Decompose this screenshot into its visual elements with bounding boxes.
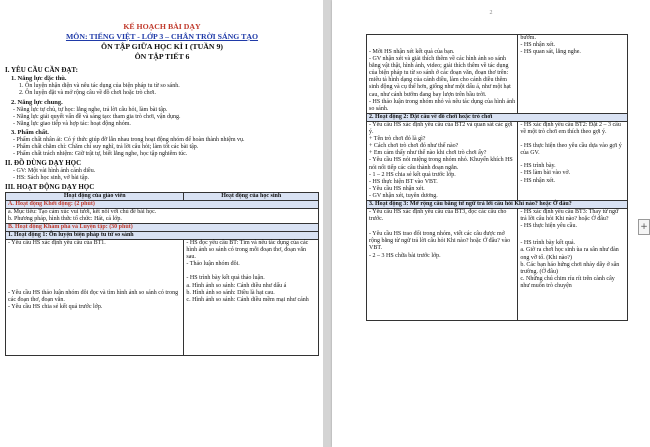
text-line: - Yêu cầu HS xác định yêu cầu của BT1. bbox=[8, 240, 106, 247]
activity-3-title: 3. Hoạt động 3: Mở rộng câu bằng từ ngữ trả lời câu hỏi Khi nào? hoặc Ở đâu? bbox=[367, 200, 628, 208]
text-line: 2. Ôn luyện đặt và mở rộng câu về đồ chơi hoặc trò chơi. bbox=[19, 89, 156, 96]
text-line: - Năng lực giao tiếp và hợp tác: hoạt động nhóm. bbox=[13, 121, 131, 128]
text-line: - 2 – 3 HS chữa bài trước lớp. bbox=[369, 252, 441, 259]
text-line: c. Hình ảnh so sánh: Cánh diều mềm mại như cánh bbox=[186, 296, 309, 303]
text-line: - Mời HS nhận xét kết quả của bạn. bbox=[369, 49, 455, 55]
text-line: - Phẩm chất chăm chỉ: Chăm chỉ suy nghĩ, trả lời câu hỏi; làm tốt các bài tập. bbox=[13, 143, 199, 150]
header-teacher: Hoạt động của giáo viên bbox=[6, 192, 184, 200]
text-line: - Yêu cầu HS xác định yêu cầu của BT2 và quan sát các gợi ý. bbox=[369, 121, 513, 136]
text-line: a. Hình ảnh so sánh: Cánh diều như dấu á bbox=[186, 282, 287, 289]
page-number: 2 bbox=[489, 10, 493, 16]
text-line: c. Những chú chim ríu rít trên cành cây như muốn trò chuyện bbox=[520, 275, 615, 289]
text-line: - Yêu cầu HS nhận xét. bbox=[369, 185, 425, 192]
continued-student bbox=[518, 35, 628, 114]
document-page-2 bbox=[332, 0, 650, 447]
text-line: - HS: Sách học sinh, vở bài tập. bbox=[13, 174, 89, 181]
subsection-general-skills: 2. Năng lực chung. bbox=[11, 98, 63, 106]
text-line: - HS quan sát, lắng nghe. bbox=[520, 49, 581, 56]
activity-3-teacher bbox=[367, 209, 518, 321]
text-line: - HS nhận xét. bbox=[520, 177, 556, 184]
subsection-qualities: 3. Phẩm chất. bbox=[11, 128, 49, 136]
activity-1-teacher bbox=[6, 240, 184, 356]
activity-3-student bbox=[518, 209, 628, 321]
text-line: b. Hình ảnh so sánh: Diều là hạt cau. bbox=[186, 289, 275, 296]
text-line: - Yêu cầu HS nói miệng trong nhóm nhỏ. Khuyến khích HS nói nối tiếp các câu thành đoạn ngắn. bbox=[369, 157, 513, 171]
text-line: - Năng lực tự chủ, tự học: lắng nghe, trả lời câu hỏi, làm bài tập. bbox=[13, 106, 168, 113]
activity-table-continued bbox=[366, 34, 628, 321]
text-line: - Yêu cầu HS xác định yêu cầu của BT3, đọc các câu cho trước. bbox=[369, 209, 507, 223]
text-line: b. Các bạn háo hứng chơi nhảy dây ở sân trường. (Ở đâu) bbox=[520, 261, 620, 275]
text-line: - HS nhận xét. bbox=[520, 42, 556, 49]
text-line: - HS trình bày kết quả thảo luận. bbox=[186, 275, 265, 282]
continued-teacher bbox=[367, 35, 518, 114]
text-line: - HS thực hiện theo yêu cầu dựa vào gợi ý của GV. bbox=[520, 143, 622, 157]
text-line: - Năng lực giải quyết vấn đề và sáng tạo: tham gia trò chơi, vận dụng. bbox=[13, 114, 181, 121]
text-line: - Thảo luận nhóm đôi. bbox=[186, 261, 240, 268]
section-materials: II. ĐỒ DÙNG DẠY HỌC bbox=[5, 159, 82, 168]
text-line: - Phẩm chất trách nhiệm: Giữ trật tự, biết lắng nghe, học tập nghiêm túc. bbox=[13, 150, 188, 157]
text-line: + Em cảm thấy như thế nào khi chơi trò chơi ấy? bbox=[369, 150, 487, 157]
header-student: Hoạt động của học sinh bbox=[184, 192, 319, 200]
row-warmup-title: A. Hoạt động Khởi động: (2 phút) bbox=[6, 200, 319, 208]
section-requirements: I. YÊU CẦU CẦN ĐẠT: bbox=[5, 66, 78, 74]
text-line: - 1 – 2 HS chia sẻ kết quả trước lớp. bbox=[369, 171, 456, 178]
text-line: + Tên trò chơi đó là gì? bbox=[369, 136, 426, 143]
text-line: - HS xác định yêu cầu BT3: Thay từ ngữ trả lời câu hỏi Khi nào? hoặc Ở đâu? bbox=[520, 209, 619, 223]
review-title: ÔN TẬP GIỮA HỌC KÌ I (TUẦN 9) bbox=[101, 42, 223, 51]
subject-title: MÔN: TIẾNG VIỆT - LỚP 3 – CHÂN TRỜI SÁNG TẠO bbox=[65, 32, 259, 41]
add-icon[interactable]: + bbox=[638, 219, 650, 235]
text-line: - HS làm bài vào vở. bbox=[520, 170, 571, 177]
row-explore-title: B. Hoạt động Khám phá và Luyện tập: (30 phút) bbox=[6, 223, 319, 231]
text-line: - Yêu cầu HS thảo luận nhóm đôi đọc và tìm hình ảnh so sánh có trong các đoạn thơ, đoạn văn. bbox=[8, 290, 179, 304]
text-line: - Yêu cầu HS trao đổi trong nhóm, viết các câu được mở rộng bằng từ ngữ trả lời câu hỏi Khi nào? hoặc Ở đâu? vào VBT. bbox=[369, 231, 511, 252]
text-line: a. Mục tiêu: Tạo cảm xúc vui tươi, kết nối với chủ đề bài học. bbox=[8, 208, 157, 215]
row-warmup-body bbox=[6, 208, 319, 223]
lesson-number-title: ÔN TẬP TIẾT 6 bbox=[134, 52, 190, 61]
text-line: - GV nhận xét và giải thích thêm về các hình ảnh so sánh bằng vật thật, hình ảnh, video; giải thích thêm về tác dụng của biện pháp tu từ so sánh ở các đoạn văn, đoạn thơ trên: miêu tả hình dạng của cánh diều, làm cho cánh diều thêm sinh động và cụ thể hơn, giống như một dấu á, như một hạt cau, như cánh bướm đang bay lượn trên bầu trời. bbox=[369, 56, 511, 98]
text-line: - HS thực hiện yêu cầu. bbox=[520, 223, 577, 230]
text-line: 1. Ôn luyện nhận diện và nêu tác dụng của biện pháp tu từ so sánh. bbox=[19, 82, 180, 89]
subsection-specific-skills: 1. Năng lực đặc thù. bbox=[11, 74, 67, 82]
text-line: b. Phương pháp, hình thức tổ chức: Hát, cả lớp. bbox=[8, 215, 122, 222]
text-line: - HS thảo luận trong nhóm nhỏ và nêu tác dụng của hình ảnh so sánh. bbox=[369, 98, 516, 112]
text-line: - Yêu cầu HS chia sẻ kết quả trước lớp. bbox=[8, 304, 103, 311]
page-gap bbox=[323, 0, 332, 447]
text-line: - Phẩm chất nhân ái: Có ý thức giúp đỡ lẫn nhau trong hoạt động nhóm để hoàn thành nhiệm vụ. bbox=[13, 136, 245, 143]
text-line: - HS thực hiện BT vào VBT. bbox=[369, 178, 438, 185]
lesson-plan-title: KẾ HOẠCH BÀI DẠY bbox=[123, 22, 201, 31]
text-line: a. Giờ ra chơi học sinh ùa ra sân như đàn ong vỡ tổ. (Khi nào?) bbox=[520, 247, 619, 261]
text-line: - HS đọc yêu cầu BT: Tìm và nêu tác dụng của các hình ảnh so sánh có trong mỗi đoạn thơ, đoạn văn sau. bbox=[186, 240, 309, 261]
text-line: - GV nhận xét, tuyên dương. bbox=[369, 192, 438, 199]
text-line: - HS trình bày. bbox=[520, 163, 556, 170]
activity-1-student bbox=[184, 240, 319, 356]
text-line: - HS xác định yêu cầu BT2: Đặt 2 – 3 câu về một trò chơi em thích theo gợi ý. bbox=[520, 121, 621, 136]
activity-1-title: 1. Hoạt động 1: Ôn luyện biện pháp tu từ so sánh bbox=[6, 232, 319, 240]
text-line: - GV: Một vài hình ảnh cánh diều. bbox=[13, 167, 96, 174]
activity-table bbox=[5, 192, 319, 357]
text-line: - HS trình bày kết quả. bbox=[520, 240, 576, 247]
section-activities: III. HOẠT ĐỘNG DẠY HỌC bbox=[5, 183, 95, 192]
text-line: bướm. bbox=[520, 35, 536, 41]
activity-2-student bbox=[518, 121, 628, 200]
activity-2-teacher bbox=[367, 121, 518, 200]
activity-2-title: 2. Hoạt động 2: Đặt câu về đồ chơi hoặc trò chơi bbox=[367, 113, 628, 121]
text-line: + Cách chơi trò chơi đó như thế nào? bbox=[369, 143, 459, 150]
document-page-1 bbox=[0, 0, 323, 447]
